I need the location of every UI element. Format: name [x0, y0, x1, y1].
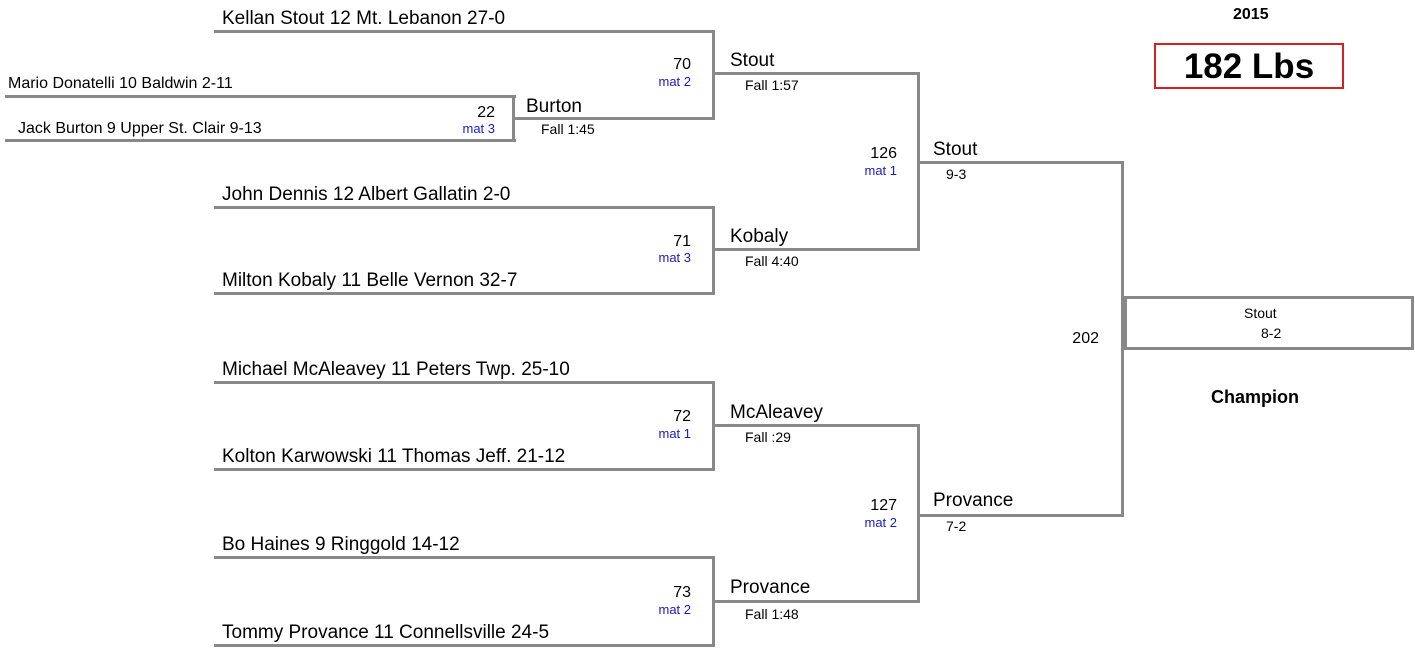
prelim-bottom-wrestler: Jack Burton 9 Upper St. Clair 9-13 — [18, 120, 262, 137]
entry-provance: Tommy Provance 11 Connellsville 24-5 — [222, 622, 550, 643]
qf72-bout-number: 72 — [673, 408, 691, 425]
sf127-bout-number: 127 — [870, 497, 897, 514]
bracket-year: 2015 — [1233, 6, 1269, 23]
qf71-mat: mat 3 — [658, 250, 691, 265]
entry-haines-line — [214, 556, 715, 559]
qf73-winner: Provance — [730, 577, 811, 598]
prelim-result: Fall 1:45 — [541, 121, 595, 137]
qf70-winner: Stout — [730, 50, 775, 71]
sf127-result: 7-2 — [946, 518, 967, 534]
qf70-winner-line — [715, 72, 920, 75]
sf126-result: 9-3 — [946, 166, 967, 182]
champion-label: Champion — [1211, 387, 1299, 407]
qf73-bout-number: 73 — [673, 584, 691, 601]
entry-karwowski-line — [214, 468, 715, 471]
entry-provance-line — [214, 644, 715, 647]
champion-name: Stout — [1244, 305, 1277, 321]
entry-kobaly: Milton Kobaly 11 Belle Vernon 32-7 — [222, 270, 518, 291]
sf127-mat: mat 2 — [864, 515, 897, 530]
prelim-mat: mat 3 — [462, 121, 495, 136]
sf127-winner-line — [920, 514, 1124, 517]
sf126-mat: mat 1 — [864, 163, 897, 178]
weight-class-label: 182 Lbs — [1183, 46, 1315, 86]
entry-dennis-line — [214, 206, 715, 209]
sf126-winner: Stout — [933, 139, 978, 160]
entry-kobaly-line — [214, 292, 715, 295]
entry-stout-line — [214, 30, 715, 33]
entry-haines: Bo Haines 9 Ringgold 14-12 — [222, 534, 460, 555]
qf72-mat: mat 1 — [658, 426, 691, 441]
qf70-mat: mat 2 — [658, 74, 691, 89]
qf70-result: Fall 1:57 — [745, 77, 799, 93]
sf126-winner-line — [920, 161, 1124, 164]
entry-mcaleavey-line — [214, 381, 715, 384]
qf72-winner-line — [715, 424, 920, 427]
prelim-bottom-line — [5, 139, 516, 142]
entry-dennis: John Dennis 12 Albert Gallatin 2-0 — [222, 184, 511, 205]
prelim-winner-line — [515, 117, 715, 120]
qf73-mat: mat 2 — [658, 602, 691, 617]
prelim-top-line — [5, 95, 516, 98]
entry-karwowski: Kolton Karwowski 11 Thomas Jeff. 21-12 — [222, 446, 566, 467]
qf71-winner: Kobaly — [730, 226, 789, 247]
final-result: 8-2 — [1261, 325, 1282, 341]
qf71-result: Fall 4:40 — [745, 253, 799, 269]
qf73-winner-line — [715, 600, 920, 603]
entry-stout: Kellan Stout 12 Mt. Lebanon 27-0 — [222, 8, 506, 29]
qf71-winner-line — [715, 248, 920, 251]
qf71-bout-number: 71 — [673, 233, 691, 250]
qf72-winner: McAleavey — [730, 402, 823, 423]
prelim-top-wrestler: Mario Donatelli 10 Baldwin 2-11 — [8, 75, 233, 92]
qf73-result: Fall 1:48 — [745, 606, 799, 622]
sf127-winner: Provance — [933, 490, 1014, 511]
prelim-bout-number: 22 — [477, 104, 495, 121]
qf72-result: Fall :29 — [745, 429, 791, 445]
prelim-winner: Burton — [526, 96, 582, 117]
qf70-connector — [712, 30, 715, 120]
qf70-bout-number: 70 — [673, 56, 691, 73]
sf126-bout-number: 126 — [870, 145, 897, 162]
entry-mcaleavey: Michael McAleavey 11 Peters Twp. 25-10 — [222, 359, 570, 380]
final-bout-number: 202 — [1072, 330, 1099, 347]
weight-class-box — [1154, 43, 1344, 89]
